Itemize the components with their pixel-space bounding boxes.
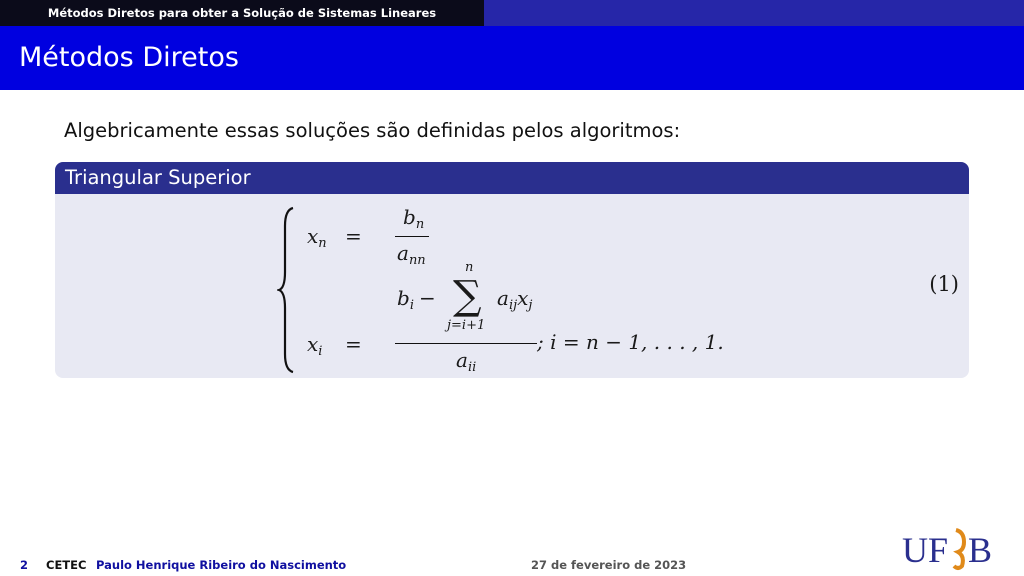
headline-bar bbox=[0, 0, 1024, 26]
footer-author: Paulo Henrique Ribeiro do Nascimento bbox=[96, 558, 347, 572]
footer bbox=[0, 555, 1024, 575]
eq1-lhs: $x_n$ bbox=[307, 224, 327, 251]
eq2-numerator-b: $b_i$ bbox=[397, 286, 414, 313]
eq1-numerator: $b_n$ bbox=[403, 205, 425, 232]
frame-title-bar bbox=[0, 26, 1024, 90]
eq1-fraction-bar bbox=[395, 236, 429, 237]
eq2-condition: ; i = n − 1, . . . , 1. bbox=[537, 330, 724, 354]
eq2-lhs: $x_i$ bbox=[307, 332, 323, 359]
theorem-block bbox=[55, 162, 969, 378]
eq2-denominator: $a_{ii}$ bbox=[456, 348, 477, 375]
equation-system bbox=[55, 162, 969, 378]
footer-institution: CETEC bbox=[46, 558, 87, 572]
eq2-minus: − bbox=[419, 286, 436, 310]
eq1-denominator: $a_{nn}$ bbox=[397, 241, 426, 268]
frame-title: Métodos Diretos bbox=[19, 42, 239, 73]
sum-lower-limit: j=i+1 bbox=[447, 318, 486, 333]
page-number: 2 bbox=[20, 558, 29, 572]
eq2-sum-term: $a_{ij}x_j$ bbox=[497, 286, 533, 313]
footer-date: 27 de fevereiro de 2023 bbox=[531, 558, 687, 572]
ufrb-logo bbox=[902, 522, 1002, 572]
svg-text:UF: UF bbox=[902, 530, 949, 570]
eq1-equals: = bbox=[345, 224, 362, 248]
sum-upper-limit: n bbox=[465, 260, 474, 275]
left-brace-icon bbox=[277, 206, 297, 374]
headline-title: Métodos Diretos para obter a Solução de Sistemas Lineares bbox=[0, 0, 484, 26]
headline-filler bbox=[484, 0, 1024, 26]
intro-text: Algebricamente essas soluções são definidas pelos algoritmos: bbox=[64, 119, 681, 142]
block-title: Triangular Superior bbox=[55, 162, 969, 194]
equation-number: (1) bbox=[929, 272, 959, 296]
eq2-equals: = bbox=[345, 332, 362, 356]
svg-text:B: B bbox=[968, 530, 993, 570]
summation-icon: ∑ bbox=[453, 273, 482, 319]
eq2-fraction-bar bbox=[395, 343, 537, 344]
